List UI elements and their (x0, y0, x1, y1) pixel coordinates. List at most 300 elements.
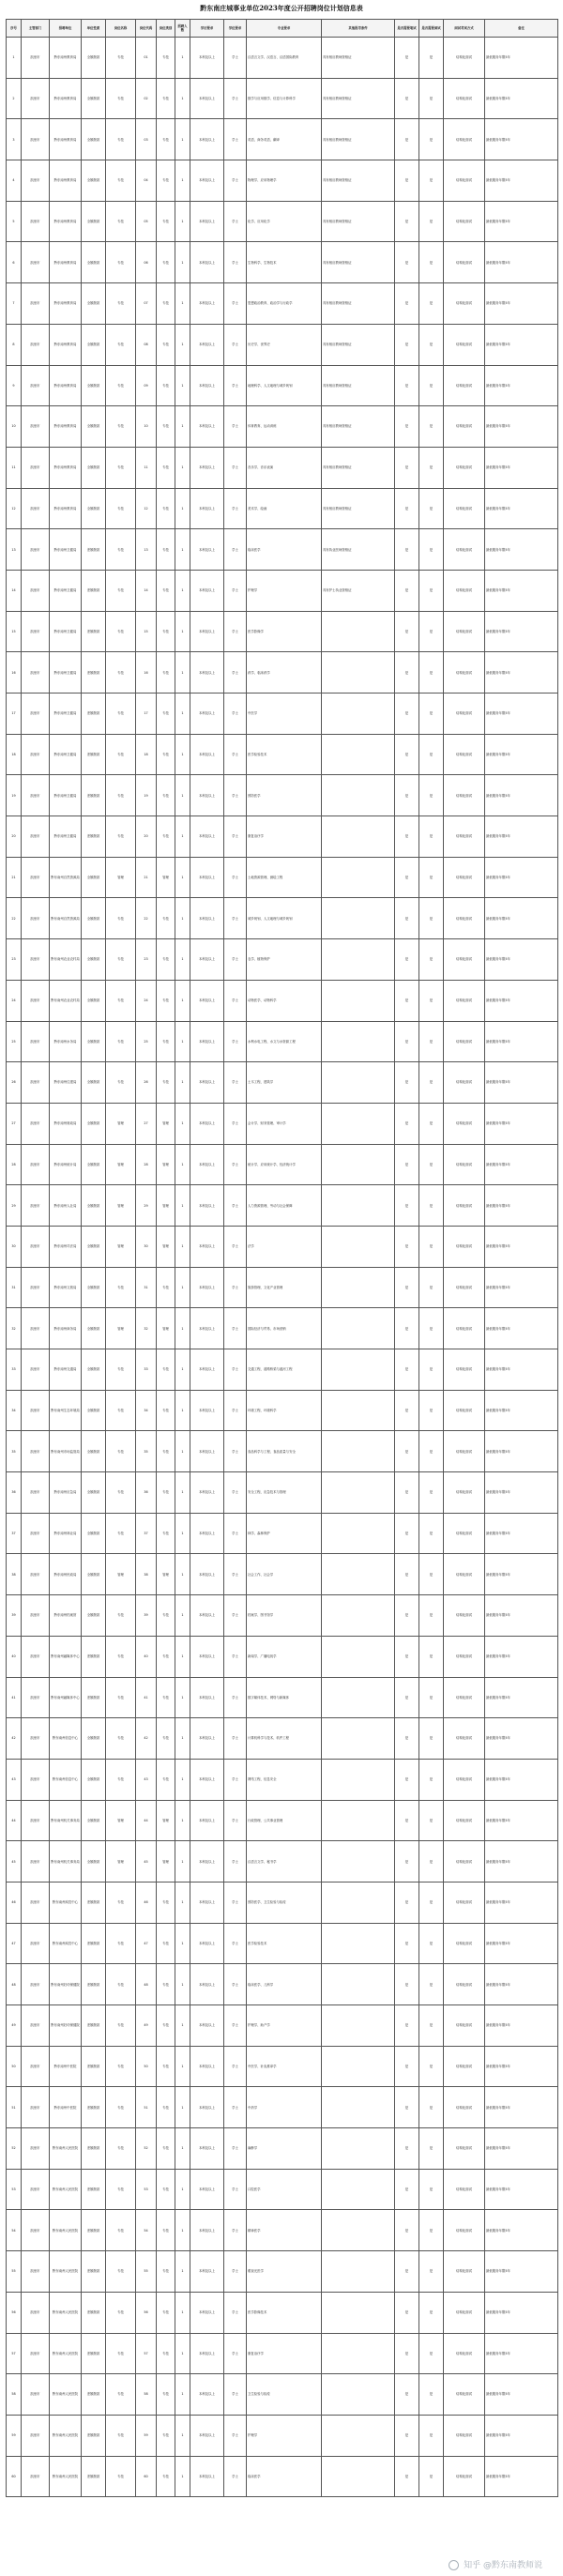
table-cell-major: 护理学 (247, 570, 322, 611)
table-cell-iv: 是 (419, 2005, 444, 2047)
table-cell-mode: 结构化面试 (444, 1636, 485, 1677)
table-cell-code: 24 (136, 980, 157, 1021)
table-cell-edu: 本科及以上 (190, 242, 224, 283)
table-cell-note: 最低服务年限5年 (485, 38, 558, 79)
table-cell-unit: 黔东南州应急局 (50, 1472, 82, 1514)
table-cell-no: 31 (7, 1267, 22, 1308)
table-row (7, 1185, 558, 1227)
table-cell-cat: 专技 (157, 2128, 175, 2170)
table-row (7, 38, 558, 79)
table-cell-nature: 全额拨款 (82, 1390, 106, 1431)
table-cell-unit: 黔东南州财政局 (50, 1103, 82, 1144)
table-cell-major: 安全工程、应急技术与管理 (247, 1472, 322, 1514)
table-row (7, 2415, 558, 2456)
table-cell-note: 最低服务年限5年 (485, 160, 558, 202)
table-cell-req: 具有相应教师资格证 (322, 488, 395, 529)
table-cell-note: 最低服务年限5年 (485, 242, 558, 283)
table-cell-mode: 结构化面试 (444, 365, 485, 406)
table-cell-post: 管理 (106, 1554, 136, 1595)
table-cell-iv: 是 (419, 2333, 444, 2374)
table-cell-no: 60 (7, 2456, 22, 2497)
table-cell-edu: 本科及以上 (190, 2456, 224, 2497)
table-cell-req (322, 652, 395, 694)
table-cell-note: 最低服务年限5年 (485, 1800, 558, 1841)
table-cell-req: 具有相应教师资格证 (322, 406, 395, 448)
table-cell-no: 36 (7, 1472, 22, 1514)
table-row (7, 160, 558, 202)
table-cell-req (322, 1718, 395, 1760)
table-cell-note: 最低服务年限5年 (485, 2128, 558, 2170)
table-cell-iv: 是 (419, 160, 444, 202)
table-cell-no: 26 (7, 1062, 22, 1104)
table-cell-no: 18 (7, 734, 22, 775)
table-cell-req: 具有护士执业资格证 (322, 570, 395, 611)
table-cell-post: 专技 (106, 1759, 136, 1800)
table-cell-code: 31 (136, 1267, 157, 1308)
table-cell-req (322, 734, 395, 775)
header-cell: 学历要求 (190, 20, 224, 38)
table-cell-num: 1 (175, 694, 190, 735)
table-cell-dept: 凯里市 (22, 2046, 50, 2087)
table-cell-exam: 是 (395, 119, 419, 160)
table-cell-note: 最低服务年限5年 (485, 1841, 558, 1882)
table-cell-unit: 黔东南州中医院 (50, 2046, 82, 2087)
table-cell-degree: 学士 (224, 1062, 247, 1104)
table-cell-no: 58 (7, 2374, 22, 2416)
table-cell-post: 专技 (106, 694, 136, 735)
table-cell-unit: 黔东南州卫健局 (50, 529, 82, 571)
table-cell-cat: 管理 (157, 857, 175, 898)
table-cell-major: 卫生检验与检疫 (247, 2374, 322, 2416)
table-cell-code: 44 (136, 1800, 157, 1841)
table-cell-mode: 结构化面试 (444, 1349, 485, 1391)
table-cell-mode: 结构化面试 (444, 611, 485, 652)
table-cell-no: 38 (7, 1554, 22, 1595)
table-cell-major: 土地资源管理、测绘工程 (247, 857, 322, 898)
table-cell-no: 45 (7, 1841, 22, 1882)
table-cell-no: 3 (7, 119, 22, 160)
table-cell-post: 专技 (106, 2087, 136, 2128)
table-cell-no: 8 (7, 324, 22, 365)
table-cell-num: 1 (175, 1226, 190, 1267)
table-cell-code: 36 (136, 1472, 157, 1514)
table-cell-note: 最低服务年限5年 (485, 775, 558, 816)
table-cell-edu: 本科及以上 (190, 2005, 224, 2047)
table-cell-unit: 黔东南州人民医院 (50, 2374, 82, 2416)
table-cell-iv: 是 (419, 1349, 444, 1391)
table-cell-nature: 差额拨款 (82, 1923, 106, 1964)
table-cell-degree: 学士 (224, 1759, 247, 1800)
table-cell-mode: 结构化面试 (444, 775, 485, 816)
table-cell-code: 12 (136, 488, 157, 529)
table-cell-nature: 差额拨款 (82, 816, 106, 858)
table-cell-num: 1 (175, 1513, 190, 1554)
table-cell-exam: 是 (395, 160, 419, 202)
table-cell-major: 动物医学、动物科学 (247, 980, 322, 1021)
table-cell-nature: 差额拨款 (82, 570, 106, 611)
table-row (7, 694, 558, 735)
table-cell-dept: 凯里市 (22, 1103, 50, 1144)
table-cell-no: 23 (7, 939, 22, 981)
table-cell-num: 1 (175, 898, 190, 939)
table-cell-exam: 是 (395, 775, 419, 816)
table-cell-unit: 黔东南州教育局 (50, 365, 82, 406)
table-row (7, 857, 558, 898)
table-cell-unit: 黔东南州卫健局 (50, 611, 82, 652)
table-cell-no: 41 (7, 1677, 22, 1718)
table-cell-mode: 结构化面试 (444, 1513, 485, 1554)
table-cell-no: 15 (7, 611, 22, 652)
table-cell-unit: 黔东南州教育局 (50, 406, 82, 448)
table-cell-edu: 本科及以上 (190, 1595, 224, 1637)
table-cell-nature: 差额拨款 (82, 2169, 106, 2210)
table-cell-major: 临床医学、儿科学 (247, 1964, 322, 2005)
table-cell-nature: 全额拨款 (82, 1759, 106, 1800)
table-cell-nature: 全额拨款 (82, 160, 106, 202)
table-cell-req (322, 1554, 395, 1595)
table-cell-note: 最低服务年限5年 (485, 488, 558, 529)
table-cell-dept: 凯里市 (22, 1595, 50, 1637)
table-row (7, 2005, 558, 2047)
table-cell-no: 21 (7, 857, 22, 898)
table-cell-post: 专技 (106, 1718, 136, 1760)
table-cell-degree: 学士 (224, 1882, 247, 1923)
table-cell-unit: 黔东南州农业农村局 (50, 980, 82, 1021)
table-cell-exam: 是 (395, 1390, 419, 1431)
table-cell-no: 40 (7, 1636, 22, 1677)
table-cell-exam: 是 (395, 283, 419, 325)
table-cell-num: 1 (175, 1021, 190, 1062)
table-cell-code: 16 (136, 652, 157, 694)
table-cell-dept: 凯里市 (22, 2333, 50, 2374)
table-cell-code: 04 (136, 160, 157, 202)
table-cell-nature: 全额拨款 (82, 38, 106, 79)
table-cell-edu: 本科及以上 (190, 2087, 224, 2128)
table-cell-iv: 是 (419, 1390, 444, 1431)
table-cell-nature: 差额拨款 (82, 2456, 106, 2497)
table-cell-iv: 是 (419, 694, 444, 735)
table-row (7, 1718, 558, 1760)
table-cell-mode: 结构化面试 (444, 2456, 485, 2497)
table-cell-exam: 是 (395, 2333, 419, 2374)
table-cell-degree: 学士 (224, 488, 247, 529)
table-cell-no: 20 (7, 816, 22, 858)
table-row (7, 406, 558, 448)
table-cell-cat: 专技 (157, 2087, 175, 2128)
table-cell-note: 最低服务年限5年 (485, 1677, 558, 1718)
table-cell-cat: 专技 (157, 775, 175, 816)
table-cell-dept: 凯里市 (22, 1308, 50, 1349)
table-cell-post: 专技 (106, 1882, 136, 1923)
table-cell-dept: 凯里市 (22, 1800, 50, 1841)
table-cell-degree: 学士 (224, 283, 247, 325)
table-cell-post: 管理 (106, 1800, 136, 1841)
table-cell-nature: 差额拨款 (82, 611, 106, 652)
table-cell-post: 管理 (106, 1144, 136, 1185)
table-cell-num: 1 (175, 1267, 190, 1308)
table-cell-degree: 学士 (224, 1513, 247, 1554)
table-cell-nature: 全额拨款 (82, 1841, 106, 1882)
table-row (7, 980, 558, 1021)
table-cell-dept: 凯里市 (22, 1964, 50, 2005)
table-cell-note: 最低服务年限5年 (485, 1923, 558, 1964)
table-cell-major: 药学、临床药学 (247, 652, 322, 694)
table-cell-unit: 黔东南州商务局 (50, 1308, 82, 1349)
table-cell-unit: 黔东南州疾控中心 (50, 1923, 82, 1964)
table-cell-exam: 是 (395, 1595, 419, 1637)
table-cell-mode: 结构化面试 (444, 1103, 485, 1144)
table-cell-exam: 是 (395, 201, 419, 242)
table-cell-iv: 是 (419, 324, 444, 365)
table-cell-nature: 差额拨款 (82, 734, 106, 775)
table-cell-code: 30 (136, 1226, 157, 1267)
table-cell-degree: 学士 (224, 2333, 247, 2374)
table-cell-note: 最低服务年限5年 (485, 119, 558, 160)
table-cell-iv: 是 (419, 529, 444, 571)
table-cell-code: 27 (136, 1103, 157, 1144)
table-cell-num: 1 (175, 2128, 190, 2170)
table-cell-note: 最低服务年限5年 (485, 1226, 558, 1267)
table-cell-dept: 凯里市 (22, 1636, 50, 1677)
table-cell-code: 25 (136, 1021, 157, 1062)
table-body (7, 38, 558, 2497)
table-cell-exam: 是 (395, 529, 419, 571)
header-cell: 备注 (485, 20, 558, 38)
table-cell-cat: 专技 (157, 611, 175, 652)
table-cell-num: 1 (175, 365, 190, 406)
table-cell-post: 专技 (106, 2456, 136, 2497)
table-cell-nature: 全额拨款 (82, 1185, 106, 1227)
table-cell-unit: 黔东南州中医院 (50, 2087, 82, 2128)
table-cell-unit: 黔东南州水务局 (50, 1021, 82, 1062)
table-cell-degree: 学士 (224, 201, 247, 242)
table-cell-req (322, 2374, 395, 2416)
table-cell-code: 18 (136, 734, 157, 775)
table-row (7, 529, 558, 571)
table-cell-nature: 差额拨款 (82, 2046, 106, 2087)
table-cell-major: 交通工程、道路桥梁与渡河工程 (247, 1349, 322, 1391)
table-cell-edu: 本科及以上 (190, 324, 224, 365)
header-cell: 岗位代码 (136, 20, 157, 38)
table-cell-req (322, 2251, 395, 2293)
table-cell-degree: 学士 (224, 1021, 247, 1062)
table-cell-unit: 黔东南州卫健局 (50, 734, 82, 775)
table-row (7, 242, 558, 283)
table-cell-num: 1 (175, 570, 190, 611)
header-cell: 单位性质 (82, 20, 106, 38)
table-cell-iv: 是 (419, 775, 444, 816)
table-cell-nature: 全额拨款 (82, 1554, 106, 1595)
table-cell-exam: 是 (395, 1800, 419, 1841)
table-row (7, 447, 558, 488)
table-cell-exam: 是 (395, 734, 419, 775)
table-cell-req (322, 1841, 395, 1882)
table-cell-nature: 全额拨款 (82, 1308, 106, 1349)
header-cell: 学位要求 (224, 20, 247, 38)
table-row (7, 816, 558, 858)
table-cell-nature: 差额拨款 (82, 2374, 106, 2416)
table-row (7, 898, 558, 939)
table-cell-dept: 凯里市 (22, 1267, 50, 1308)
table-cell-major: 中医学、针灸推拿学 (247, 2046, 322, 2087)
table-cell-dept: 凯里市 (22, 1759, 50, 1800)
table-cell-post: 专技 (106, 1062, 136, 1104)
table-cell-cat: 专技 (157, 78, 175, 119)
table-cell-edu: 本科及以上 (190, 1103, 224, 1144)
table-cell-exam: 是 (395, 939, 419, 981)
table-cell-note: 最低服务年限5年 (485, 2169, 558, 2210)
table-cell-major: 数学与应用数学、信息与计算科学 (247, 78, 322, 119)
table-cell-code: 52 (136, 2128, 157, 2170)
table-cell-exam: 是 (395, 1349, 419, 1391)
table-cell-num: 1 (175, 857, 190, 898)
table-cell-code: 43 (136, 1759, 157, 1800)
table-cell-iv: 是 (419, 652, 444, 694)
table-cell-nature: 全额拨款 (82, 324, 106, 365)
table-cell-exam: 是 (395, 1882, 419, 1923)
table-cell-degree: 学士 (224, 119, 247, 160)
table-row (7, 734, 558, 775)
table-cell-nature: 全额拨款 (82, 1513, 106, 1554)
table-cell-unit: 黔东南州林业局 (50, 1513, 82, 1554)
table-cell-note: 最低服务年限5年 (485, 1759, 558, 1800)
table-cell-no: 1 (7, 38, 22, 79)
table-cell-dept: 凯里市 (22, 488, 50, 529)
table-cell-mode: 结构化面试 (444, 857, 485, 898)
table-cell-major: 人力资源管理、劳动与社会保障 (247, 1185, 322, 1227)
table-cell-note: 最低服务年限5年 (485, 694, 558, 735)
table-cell-edu: 本科及以上 (190, 1554, 224, 1595)
table-cell-nature: 全额拨款 (82, 857, 106, 898)
table-cell-req (322, 694, 395, 735)
table-cell-major: 预防医学 (247, 775, 322, 816)
table-cell-edu: 本科及以上 (190, 1267, 224, 1308)
table-cell-degree: 学士 (224, 898, 247, 939)
table-cell-mode: 结构化面试 (444, 1554, 485, 1595)
table-cell-cat: 专技 (157, 2415, 175, 2456)
table-cell-iv: 是 (419, 78, 444, 119)
table-cell-mode: 结构化面试 (444, 980, 485, 1021)
table-cell-nature: 差额拨款 (82, 1636, 106, 1677)
table-row (7, 283, 558, 325)
table-cell-mode: 结构化面试 (444, 1964, 485, 2005)
table-cell-post: 管理 (106, 1103, 136, 1144)
table-cell-num: 1 (175, 1677, 190, 1718)
table-cell-num: 1 (175, 775, 190, 816)
table-cell-degree: 学士 (224, 1718, 247, 1760)
table-cell-edu: 本科及以上 (190, 447, 224, 488)
table-cell-nature: 全额拨款 (82, 1226, 106, 1267)
table-cell-exam: 是 (395, 365, 419, 406)
table-cell-note: 最低服务年限5年 (485, 201, 558, 242)
table-cell-num: 1 (175, 1923, 190, 1964)
table-row (7, 2128, 558, 2170)
table-cell-major: 统计学、应用统计学、经济统计学 (247, 1144, 322, 1185)
table-cell-post: 管理 (106, 1841, 136, 1882)
table-cell-exam: 是 (395, 694, 419, 735)
table-cell-cat: 管理 (157, 1103, 175, 1144)
table-cell-edu: 本科及以上 (190, 898, 224, 939)
table-cell-iv: 是 (419, 816, 444, 858)
table-cell-major: 水利水电工程、水文与水资源工程 (247, 1021, 322, 1062)
table-cell-edu: 本科及以上 (190, 1349, 224, 1391)
table-cell-no: 24 (7, 980, 22, 1021)
table-cell-exam: 是 (395, 1923, 419, 1964)
table-cell-code: 55 (136, 2251, 157, 2293)
table-cell-no: 51 (7, 2087, 22, 2128)
table-cell-note: 最低服务年限5年 (485, 1308, 558, 1349)
table-cell-mode: 结构化面试 (444, 119, 485, 160)
table-cell-edu: 本科及以上 (190, 201, 224, 242)
table-cell-dept: 凯里市 (22, 2456, 50, 2497)
table-cell-edu: 本科及以上 (190, 160, 224, 202)
table-cell-post: 专技 (106, 1472, 136, 1514)
table-cell-no: 25 (7, 1021, 22, 1062)
table-cell-req: 具有相应教师资格证 (322, 78, 395, 119)
table-cell-mode: 结构化面试 (444, 816, 485, 858)
table-cell-edu: 本科及以上 (190, 1144, 224, 1185)
table-cell-cat: 专技 (157, 119, 175, 160)
table-cell-req: 具有相应教师资格证 (322, 365, 395, 406)
table-cell-cat: 专技 (157, 652, 175, 694)
table-cell-degree: 学士 (224, 2456, 247, 2497)
table-cell-no: 35 (7, 1431, 22, 1472)
table-cell-exam: 是 (395, 652, 419, 694)
table-cell-post: 专技 (106, 2251, 136, 2293)
table-cell-req (322, 2128, 395, 2170)
table-cell-edu: 本科及以上 (190, 78, 224, 119)
table-cell-major: 新闻学、广播电视学 (247, 1636, 322, 1677)
table-cell-degree: 学士 (224, 1308, 247, 1349)
table-cell-nature: 全额拨款 (82, 1718, 106, 1760)
table-cell-degree: 学士 (224, 2169, 247, 2210)
table-cell-unit: 黔东南州融媒体中心 (50, 1677, 82, 1718)
table-cell-cat: 专技 (157, 2374, 175, 2416)
table-cell-cat: 专技 (157, 2456, 175, 2497)
table-cell-edu: 本科及以上 (190, 1841, 224, 1882)
table-cell-code: 14 (136, 570, 157, 611)
table-cell-major: 麻醉学 (247, 2128, 322, 2170)
table-cell-note: 最低服务年限5年 (485, 2087, 558, 2128)
table-cell-degree: 学士 (224, 242, 247, 283)
table-row (7, 1308, 558, 1349)
table-cell-no: 13 (7, 529, 22, 571)
table-cell-nature: 差额拨款 (82, 2210, 106, 2251)
table-row (7, 611, 558, 652)
table-cell-edu: 本科及以上 (190, 119, 224, 160)
table-cell-dept: 凯里市 (22, 529, 50, 571)
table-cell-cat: 专技 (157, 694, 175, 735)
table-cell-exam: 是 (395, 2251, 419, 2293)
table-cell-exam: 是 (395, 611, 419, 652)
table-cell-nature: 全额拨款 (82, 1472, 106, 1514)
table-cell-post: 专技 (106, 898, 136, 939)
table-cell-post: 专技 (106, 1964, 136, 2005)
table-cell-degree: 学士 (224, 734, 247, 775)
table-cell-exam: 是 (395, 980, 419, 1021)
table-cell-code: 47 (136, 1923, 157, 1964)
table-cell-dept: 凯里市 (22, 694, 50, 735)
header-cell: 面试考试方式 (444, 20, 485, 38)
table-cell-req (322, 2046, 395, 2087)
table-cell-unit: 黔东南州人民医院 (50, 2169, 82, 2210)
table-cell-note: 最低服务年限5年 (485, 1144, 558, 1185)
table-cell-major: 临床医学 (247, 2456, 322, 2497)
table-cell-note: 最低服务年限5年 (485, 1595, 558, 1637)
table-cell-mode: 结构化面试 (444, 201, 485, 242)
table-cell-dept: 凯里市 (22, 1923, 50, 1964)
table-cell-code: 20 (136, 816, 157, 858)
